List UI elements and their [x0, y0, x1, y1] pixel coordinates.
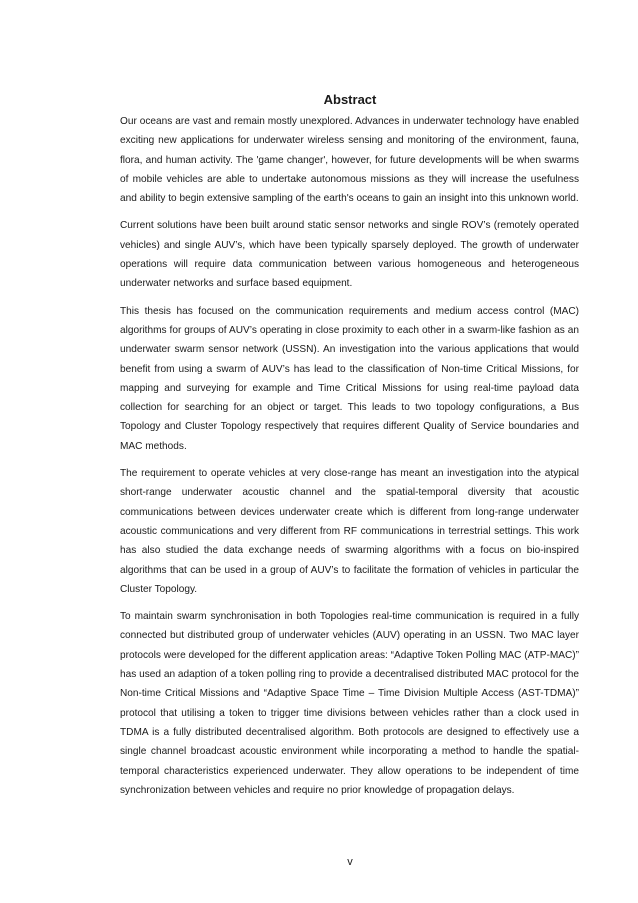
abstract-body	[120, 112, 579, 808]
page-number: v	[347, 856, 353, 868]
paragraph-3: This thesis has focused on the communication requirements and medium access control (MAC) algorithms for groups of AUV’s operating in close proximity to each other in a swarm-like fashion as an underwater swarm sensor network (USSN). An investigation into the various applications that would benefit from using a swarm of AUV’s has lead to the classification of Non-time Critical Missions, for mapping and surveying for example and Time Critical Missions for using real-time payload data collection for searching for an object or target. This leads to two topology configurations, a Bus Topology and Cluster Topology respectively that requires different Quality of Service boundaries and MAC methods.	[120, 305, 579, 452]
paragraph-4: The requirement to operate vehicles at very close-range has meant an investigation into the atypical short-range underwater acoustic channel and the spatial-temporal diversity that acoustic communications between devices underwater create which is different from long-range underwater acoustic communications and very different from RF communications in terrestrial settings. This work has also studied the data exchange needs of swarming algorithms with a focus on bio-inspired algorithms that can be used in a group of AUV’s to facilitate the formation of vehicles in particular the Cluster Topology.	[120, 468, 579, 595]
paragraph-2: Current solutions have been built around static sensor networks and single ROV’s (remotely operated vehicles) and single AUV’s, which have been typically sparsely deployed. The growth of underwater operations will require data communication between various homogeneous and heterogeneous underwater networks and surface based equipment.	[120, 220, 579, 290]
paragraph-5: To maintain swarm synchronisation in both Topologies real-time communication is required in a fully connected but distributed group of underwater vehicles (AUV) operating in an USSN. Two MAC layer protocols were developed for the different application areas: “Adaptive Token Polling MAC (ATP-MAC)” has used an adaption of a token polling ring to provide a decentralised distributed MAC protocol for the Non-time Critical Missions and “Adaptive Space Time – Time Division Multiple Access (AST-TDMA)” protocol that utilising a token to trigger time divisions between vehicles rather than a clock used in TDMA is a fully distributed decentralised algorithm. Both protocols are designed to effectively use a single channel broadcast acoustic environment while incorporating a method to handle the spatial-temporal characteristics experienced underwater. They allow operations to be independent of time synchronization between vehicles and require no prior knowledge of propagation delays.	[120, 611, 579, 796]
page-title: Abstract	[323, 92, 377, 107]
paragraph-1: Our oceans are vast and remain mostly unexplored. Advances in underwater technology have enabled exciting new applications for underwater wireless sensing and monitoring of the environment, fauna, flora, and human activity. The 'game changer', however, for future developments will be when swarms of mobile vehicles are able to undertake autonomous missions as they will increase the usefulness and ability to begin extensive sampling of the earth's oceans to gain an insight into this unknown world.	[120, 116, 579, 205]
